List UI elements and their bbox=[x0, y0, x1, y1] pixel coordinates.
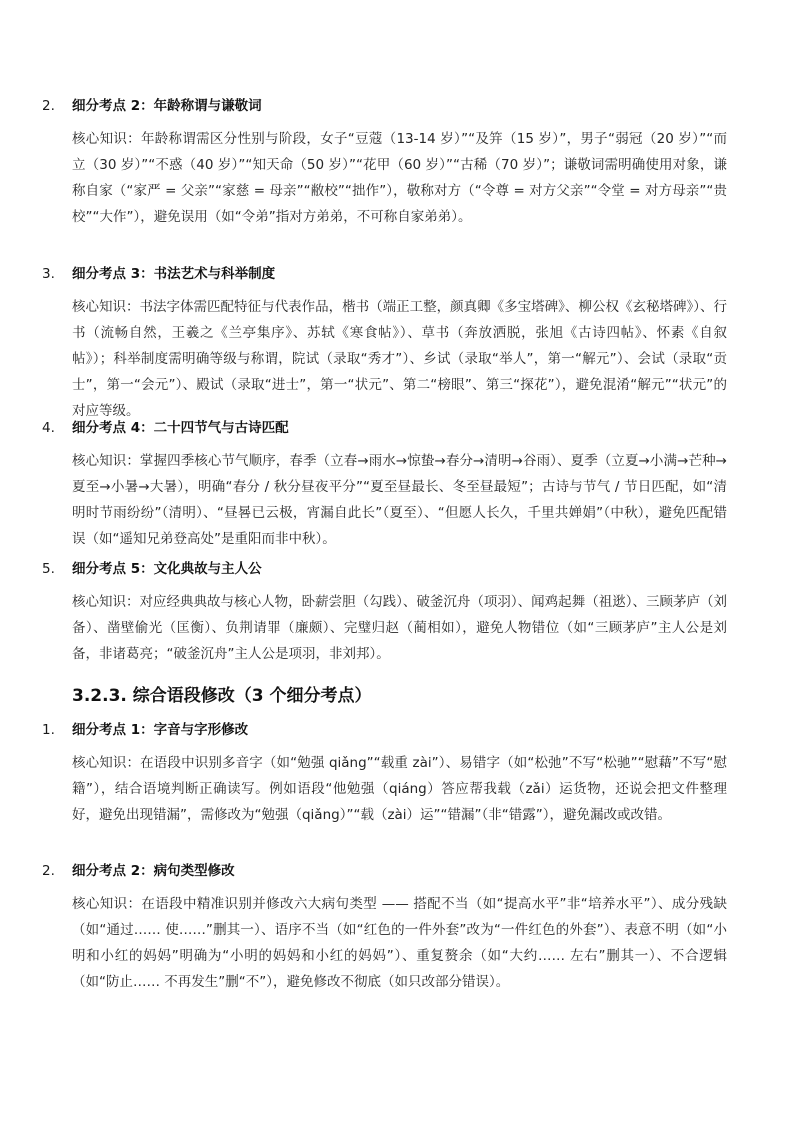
list-item bbox=[42, 859, 732, 995]
list-item-title: 细分考点 2：病句类型修改 bbox=[72, 863, 235, 879]
list-item-title: 细分考点 2：年龄称谓与谦敬词 bbox=[72, 98, 262, 114]
list-item-body: 核心知识：在语段中精准识别并修改六大病句类型 —— 搭配不当（如“提高水平”非“培养水平”）、成分残缺（如“通过…… 使……”删其一）、语序不当（如“红色的一件外套”改为“一件红色的外套”）、表意不明（如“小明和小红的妈妈”明确为“小明的妈妈和小红的妈妈”）、重复赘余（如“大约…… 左右”删其一）、不合逻辑（如“防止…… 不再发生”删“不”），避免修改不彻底（如只改部分错误）。 bbox=[72, 896, 727, 990]
list-item bbox=[42, 262, 732, 424]
list-item-body: 核心知识：在语段中识别多音字（如“勉强 qiǎng”“载重 zài”）、易错字（如“松弛”不写“松驰”“慰藉”不写“慰籍”），结合语境判断正确读写。例如语段“他勉强（qiáng）答应帮我载（zǎi）运货物，还说会把文件整理好，避免出现错漏”，需修改为“勉强（qiǎng）”“载（zài）运”“错漏”（非“错露”），避免漏改或改错。 bbox=[72, 755, 727, 823]
list-item-body: 核心知识：书法字体需匹配特征与代表作品，楷书（端正工整，颜真卿《多宝塔碑》、柳公权《玄秘塔碑》）、行书（流畅自然，王羲之《兰亭集序》、苏轼《寒食帖》）、草书（奔放洒脱，张旭《古诗四帖》、怀素《自叙帖》）；科举制度需明确等级与称谓，院试（录取“秀才”）、乡试（录取“举人”，第一“解元”）、会试（录取“贡士”，第一“会元”）、殿试（录取“进士”，第一“状元”、第二“榜眼”、第三“探花”），避免混淆“解元”“状元”的对应等级。 bbox=[72, 299, 727, 419]
list-item-body: 核心知识：年龄称谓需区分性别与阶段，女子“豆蔻（13-14 岁）”“及笄（15 岁）”，男子“弱冠（20 岁）”“而立（30 岁）”“不惑（40 岁）”“知天命（50 岁）”“花甲（60 岁）”“古稀（70 岁）”；谦敬词需明确使用对象，谦称自家（“家严 = 父亲”“家慈 = 母亲”“敝校”“拙作”），敬称对方（“令尊 = 对方父亲”“令堂 = 对方母亲”“贵校”“大作”），避免误用（如“令弟”指对方弟弟，不可称自家弟弟）。 bbox=[72, 131, 727, 225]
list-number: 3. bbox=[42, 266, 55, 282]
list-number: 2. bbox=[42, 98, 55, 114]
list-item-heading bbox=[42, 416, 732, 440]
list-item bbox=[42, 557, 732, 667]
list-number: 1. bbox=[42, 722, 55, 738]
list-item-heading bbox=[42, 94, 732, 118]
list-item bbox=[42, 416, 732, 552]
list-number: 5. bbox=[42, 561, 55, 577]
list-number: 2. bbox=[42, 863, 55, 879]
list-item bbox=[42, 94, 732, 230]
list-item-title: 细分考点 5：文化典故与主人公 bbox=[72, 561, 262, 577]
list-item-title: 细分考点 1：字音与字形修改 bbox=[72, 722, 249, 738]
section-heading: 3.2.3. 综合语段修改（3 个细分考点） bbox=[72, 686, 372, 706]
list-item-heading bbox=[42, 262, 732, 286]
list-item-body: 核心知识：掌握四季核心节气顺序，春季（立春→雨水→惊蛰→春分→清明→谷雨）、夏季（立夏→小满→芒种→夏至→小暑→大暑），明确“春分 / 秋分昼夜平分”“夏至昼最长、冬至昼最短”；古诗与节气 / 节日匹配，如“清明时节雨纷纷”（清明）、“昼晷已云极，宵漏自此长”（夏至）、“但愿人长久，千里共婵娟”（中秋），避免匹配错误（如“遥知兄弟登高处”是重阳而非中秋）。 bbox=[72, 453, 727, 547]
list-number: 4. bbox=[42, 420, 55, 436]
list-item-title: 细分考点 4：二十四节气与古诗匹配 bbox=[72, 420, 289, 436]
list-item bbox=[42, 718, 732, 828]
list-item-heading bbox=[42, 718, 732, 742]
list-item-heading bbox=[42, 557, 732, 581]
list-item-title: 细分考点 3：书法艺术与科举制度 bbox=[72, 266, 276, 282]
list-item-heading bbox=[42, 859, 732, 883]
list-item-body: 核心知识：对应经典典故与核心人物，卧薪尝胆（勾践）、破釜沉舟（项羽）、闻鸡起舞（祖逖）、三顾茅庐（刘备）、凿壁偷光（匡衡）、负荆请罪（廉颇）、完璧归赵（蔺相如），避免人物错位（如“三顾茅庐”主人公是刘备，非诸葛亮；“破釜沉舟”主人公是项羽，非刘邦）。 bbox=[72, 594, 727, 662]
